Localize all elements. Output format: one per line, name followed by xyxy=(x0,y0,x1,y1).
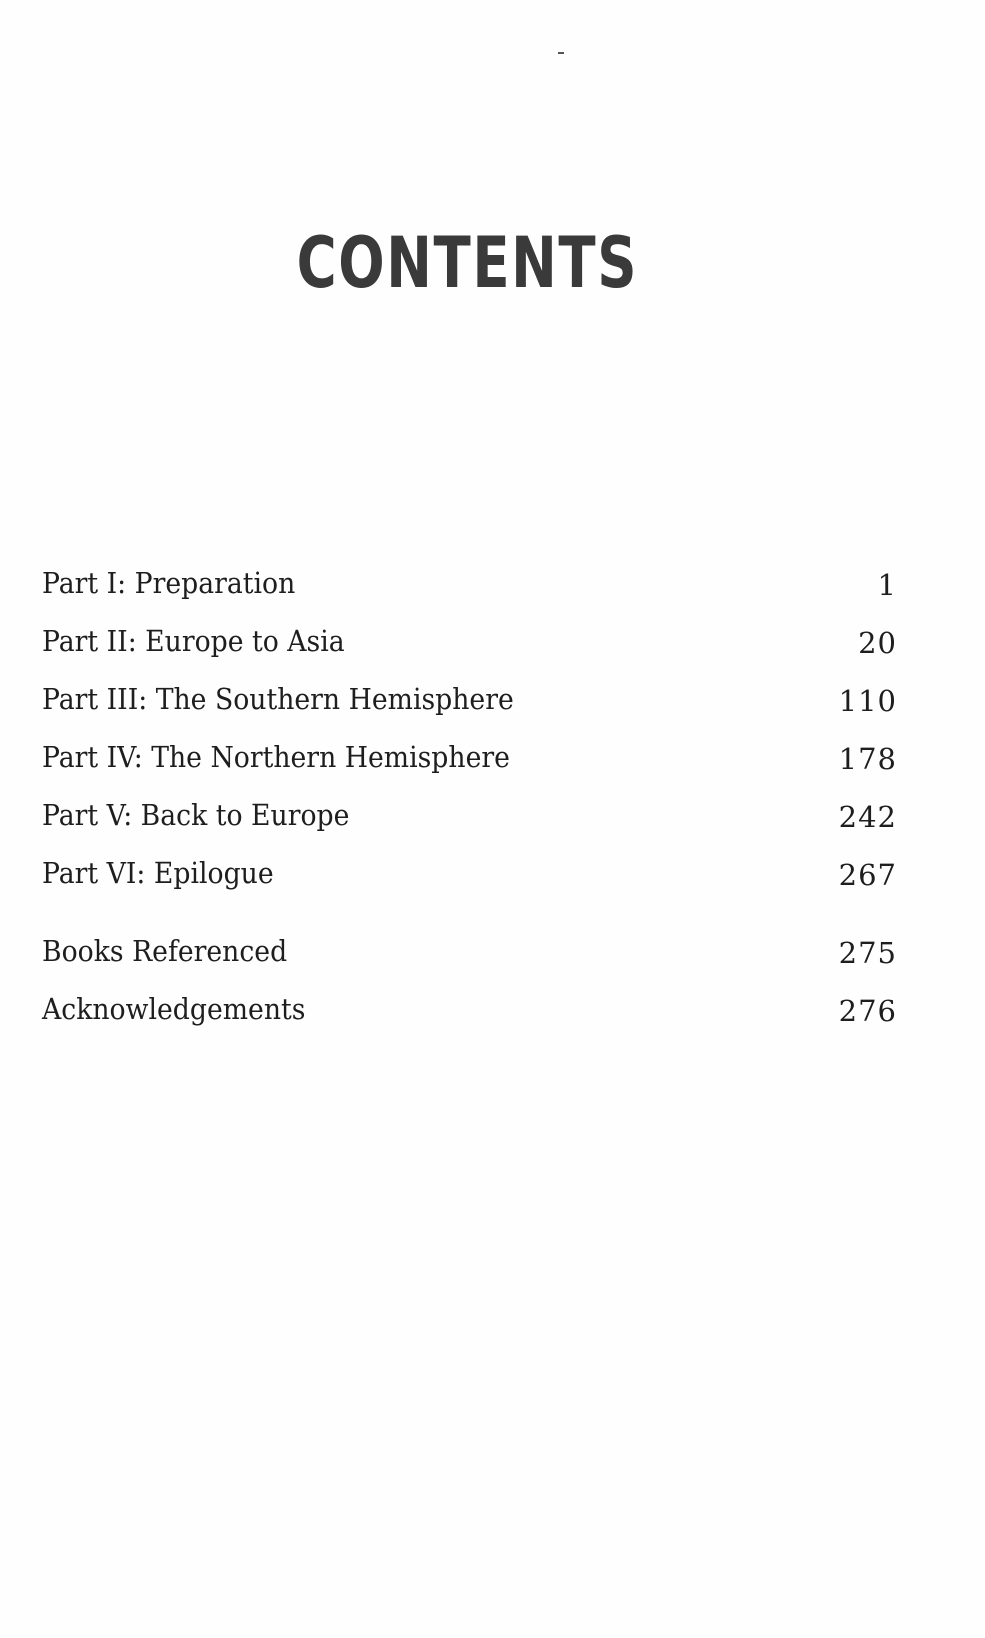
toc-entry-label: Part I: Preparation xyxy=(42,566,296,600)
toc-entry-acknowledgements[interactable] xyxy=(42,992,897,1050)
toc-entry-page-number: 242 xyxy=(838,800,897,834)
table-of-contents xyxy=(42,566,897,1050)
toc-entry-page-number: 20 xyxy=(858,626,897,660)
toc-entry-page-number: 1 xyxy=(877,568,897,602)
toc-entry-books-referenced[interactable] xyxy=(42,934,897,992)
toc-entry-label: Part II: Europe to Asia xyxy=(42,624,345,658)
toc-entry-part-4[interactable] xyxy=(42,740,897,798)
page-title: CONTENTS xyxy=(296,222,639,304)
toc-entry-part-6[interactable] xyxy=(42,856,897,914)
toc-entry-label: Acknowledgements xyxy=(42,992,306,1026)
toc-entry-part-2[interactable] xyxy=(42,624,897,682)
toc-entry-part-3[interactable] xyxy=(42,682,897,740)
toc-entry-part-1[interactable] xyxy=(42,566,897,624)
toc-entry-label: Part IV: The Northern Hemisphere xyxy=(42,740,510,774)
toc-entry-page-number: 178 xyxy=(838,742,897,776)
toc-entry-label: Part III: The Southern Hemisphere xyxy=(42,682,514,716)
scan-speck xyxy=(558,52,564,54)
toc-entry-label: Part V: Back to Europe xyxy=(42,798,350,832)
toc-entry-label: Books Referenced xyxy=(42,934,288,968)
toc-entry-page-number: 275 xyxy=(838,936,897,970)
toc-entry-page-number: 276 xyxy=(838,994,897,1028)
toc-entry-part-5[interactable] xyxy=(42,798,897,856)
toc-entry-page-number: 110 xyxy=(838,684,897,718)
toc-entry-page-number: 267 xyxy=(838,858,897,892)
toc-entry-label: Part VI: Epilogue xyxy=(42,856,274,890)
